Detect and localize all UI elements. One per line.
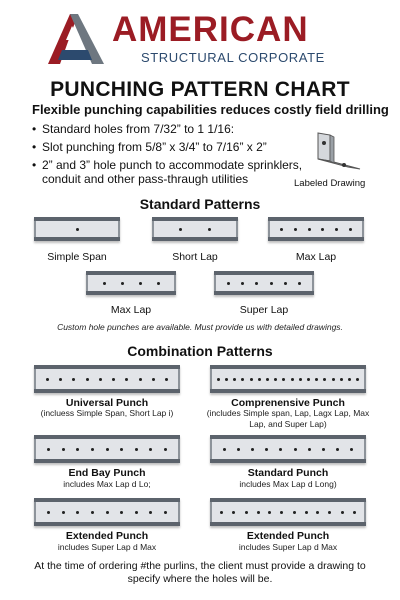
purlin-simple-span (34, 217, 120, 241)
punch-hole (294, 228, 297, 231)
punch-hole (91, 448, 94, 451)
punch-hole (76, 511, 79, 514)
purlin-comprehensive-punch (210, 365, 366, 393)
punch-hole (76, 228, 79, 231)
purlin-end-bay-punch (34, 435, 180, 463)
purlin-super-lap (214, 271, 314, 295)
combination-patterns-heading: Combination Patterns (127, 343, 273, 359)
purlin-extended-punch (34, 498, 180, 526)
punch-hole (112, 378, 115, 381)
punch-hole (103, 282, 106, 285)
punch-hole (298, 282, 301, 285)
punch-hole (72, 378, 75, 381)
punch-hole (208, 228, 211, 231)
pattern-label: Max Lap (110, 304, 152, 316)
punch-hole (335, 228, 338, 231)
punch-hole (280, 511, 283, 514)
punch-hole (223, 448, 226, 451)
punch-hole (135, 448, 138, 451)
punch-hole (164, 511, 167, 514)
punch-hole (106, 511, 109, 514)
punch-hole (106, 448, 109, 451)
punch-hole (308, 228, 311, 231)
purlin-extended-punch-2 (210, 498, 366, 526)
bracket-drawing-icon (304, 131, 364, 175)
punch-hole (356, 378, 359, 381)
pattern-label: Short Lap (172, 251, 218, 263)
pattern-label: Super Lap (239, 304, 289, 316)
punch-hole (237, 448, 240, 451)
pattern-label: Simple Span (47, 251, 107, 263)
punch-hole (251, 448, 254, 451)
punch-hole (348, 378, 351, 381)
punch-hole (241, 378, 244, 381)
bullet-item: • 2” and 3” hole punch to accommodate sprinklers, (32, 158, 303, 172)
punch-hole (332, 378, 335, 381)
punch-hole (220, 511, 223, 514)
footer-note: At the time of ordering #the purlins, the client must provide a drawing to specify where the holes will be. (34, 560, 366, 585)
punch-hole (274, 378, 277, 381)
page-subtitle: Flexible punching capabilities reduces costly field drilling (32, 102, 389, 117)
punch-hole (47, 511, 50, 514)
punch-hole (225, 378, 228, 381)
punch-hole (232, 511, 235, 514)
pattern-label: Standard Punch (247, 467, 329, 479)
punch-hole (282, 378, 285, 381)
pattern-description: (incluess Simple Span, Short Lap i) (40, 408, 174, 418)
drawing-label: Labeled Drawing (294, 178, 366, 189)
punch-hole (328, 511, 331, 514)
pattern-label: Max Lap (295, 251, 337, 263)
punch-hole (257, 511, 260, 514)
page-title: PUNCHING PATTERN CHART (50, 78, 350, 101)
punch-hole (315, 378, 318, 381)
pattern-label: Comprenensive Punch (231, 397, 345, 409)
punch-hole (59, 378, 62, 381)
punch-hole (307, 378, 310, 381)
pattern-label: Extended Punch (246, 530, 330, 542)
company-logo (44, 10, 108, 66)
pattern-label: End Bay Punch (68, 467, 146, 479)
pattern-description: includes Max Lap d Lo; (63, 479, 151, 489)
punch-hole (125, 378, 128, 381)
punch-hole (241, 282, 244, 285)
punch-hole (293, 511, 296, 514)
punch-hole (340, 378, 343, 381)
bullet-item: • Slot punching from 5/8” x 3/4” to 7/16” x 2” (32, 140, 267, 154)
pattern-description: (includes Simple span, Lap, Lagx Lap, Max Lap, and Super Lap) (206, 408, 370, 429)
punch-hole (258, 378, 261, 381)
punch-hole (308, 448, 311, 451)
punch-hole (291, 378, 294, 381)
pattern-description: includes Max Lap d Long) (239, 479, 337, 489)
punch-hole (321, 228, 324, 231)
punch-hole (149, 511, 152, 514)
punch-hole (323, 378, 326, 381)
punch-hole (299, 378, 302, 381)
pattern-label: Universal Punch (65, 397, 149, 409)
purlin-max-lap-2 (86, 271, 176, 295)
punch-hole (255, 282, 258, 285)
punch-hole (250, 378, 253, 381)
brand-subname: STRUCTURAL CORPORATE (141, 50, 325, 65)
punch-hole (164, 448, 167, 451)
punch-hole (353, 511, 356, 514)
punch-hole (62, 511, 65, 514)
bullet-item: • Standard holes from 7/32” to 1 1/16: (32, 122, 235, 136)
punch-hole (99, 378, 102, 381)
purlin-max-lap (268, 217, 364, 241)
punch-hole (76, 448, 79, 451)
punch-hole (294, 448, 297, 451)
punch-hole (179, 228, 182, 231)
punch-hole (62, 448, 65, 451)
pattern-label: Extended Punch (65, 530, 149, 542)
punch-hole (91, 511, 94, 514)
punch-hole (165, 378, 168, 381)
purlin-standard-punch (210, 435, 366, 463)
punch-hole (149, 448, 152, 451)
punch-hole (270, 282, 273, 285)
punch-hole (86, 378, 89, 381)
punch-hole (139, 282, 142, 285)
punch-hole (47, 448, 50, 451)
bullet-item-continued: conduit and other pass-thraugh utilities (42, 172, 249, 186)
punch-hole (336, 448, 339, 451)
custom-punch-note: Custom hole punches are available. Must provide us with detailed drawings. (57, 322, 343, 332)
punch-hole (245, 511, 248, 514)
punch-hole (152, 378, 155, 381)
punch-hole (120, 511, 123, 514)
punch-hole (157, 282, 160, 285)
punch-hole (284, 282, 287, 285)
punch-hole (120, 448, 123, 451)
punch-hole (265, 448, 268, 451)
pattern-description: includes Super Lap d Max (238, 542, 338, 552)
punch-hole (316, 511, 319, 514)
punch-hole (121, 282, 124, 285)
punch-hole (305, 511, 308, 514)
standard-patterns-heading: Standard Patterns (139, 196, 261, 212)
punch-hole (227, 282, 230, 285)
punch-hole (217, 378, 220, 381)
purlin-short-lap (152, 217, 238, 241)
punch-hole (280, 228, 283, 231)
punch-hole (279, 448, 282, 451)
punch-hole (266, 378, 269, 381)
brand-name: AMERICAN (112, 10, 309, 49)
punch-hole (322, 448, 325, 451)
punch-hole (233, 378, 236, 381)
pattern-description: includes Super Lap d Max (57, 542, 157, 552)
punch-hole (341, 511, 344, 514)
punch-hole (46, 378, 49, 381)
punch-hole (135, 511, 138, 514)
purlin-universal-punch (34, 365, 180, 393)
punch-hole (268, 511, 271, 514)
punch-hole (350, 448, 353, 451)
punch-hole (139, 378, 142, 381)
punch-hole (349, 228, 352, 231)
